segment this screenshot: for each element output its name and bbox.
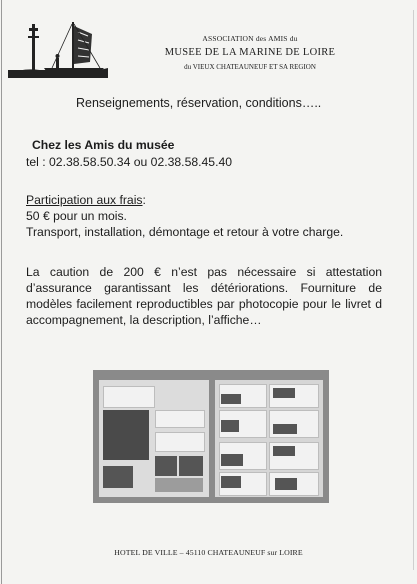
poster-thumb [221,476,241,488]
caution-text: La caution de 200 € n’est pas nécessaire si attestation d’assurance garantissant les détériorations. Fourniture de modèles facilement reproductibles par photocopie pour le livret d accompagnement, la description, l’affiche… [26,265,382,327]
contact-phone: tel : 02.38.58.50.34 ou 02.38.58.45.40 [26,155,233,169]
poster-photo [103,410,149,460]
association-header [120,34,380,71]
participation-title-colon: : [142,193,146,207]
poster-thumb [155,478,203,492]
price-text: 50 € pour un mois. [26,209,127,223]
poster-thumb [221,420,239,432]
exhibit-board-left [99,380,209,497]
poster-thumb [103,466,133,488]
museum-name: MUSEE DE LA MARINE DE LOIRE [164,47,336,58]
association-line: ASSOCIATION des AMIS du [202,34,298,43]
transport-text: Transport, installation, démontage et retour à votre charge. [26,225,344,239]
poster-thumb [221,454,243,466]
poster [103,386,155,408]
poster-thumb [273,446,295,456]
poster [155,410,205,428]
info-heading: Renseignements, réservation, conditions….. [76,96,322,110]
contact-title: Chez les Amis du musée [32,138,175,152]
poster-thumb [273,424,297,434]
poster [155,432,205,452]
participation-title: Participation aux frais [26,193,143,207]
region-line: du VIEUX CHATEAUNEUF ET SA REGION [184,63,316,71]
participation-heading [26,192,382,208]
poster-thumb [221,394,241,404]
poster-thumb [273,388,295,398]
poster-thumb [155,456,177,476]
sailboat-logo-icon [8,18,108,88]
exhibit-board-right [215,380,323,497]
page-edge-right [413,10,414,570]
poster-thumb [275,478,297,490]
footer-address: HOTEL DE VILLE – 45110 CHATEAUNEUF sur LOIRE [114,548,303,557]
poster-thumb [179,456,203,476]
page-edge-left [1,0,2,584]
exhibition-photo [93,370,329,503]
